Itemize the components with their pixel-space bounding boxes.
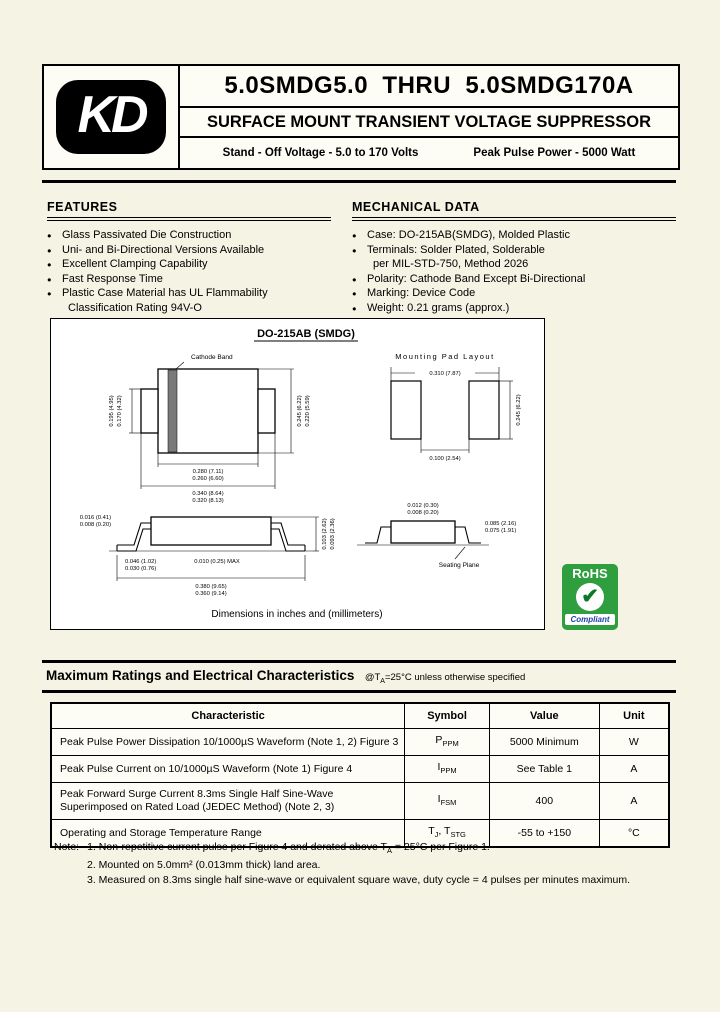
list-item: [352, 228, 676, 243]
list-item: [47, 228, 331, 243]
col-header-characteristic: Characteristic: [51, 703, 405, 729]
cell-characteristic: Peak Pulse Power Dissipation 10/1000µS Waveform (Note 1, 2) Figure 3: [51, 729, 405, 756]
dim-label: 0.016 (0.41): [79, 515, 111, 521]
dim-label: 0.360 (9.14): [195, 591, 227, 597]
header-divider: [42, 180, 676, 183]
bullet-icon: ●: [352, 245, 357, 255]
condition-text: =25°C unless otherwise specified: [384, 672, 526, 683]
list-item-text: Terminals: Solder Plated, Solderable: [367, 243, 545, 256]
dim-label: 0.380 (9.65): [195, 584, 227, 590]
dim-label: 0.093 (2.36): [330, 518, 336, 550]
features-section: [47, 200, 331, 316]
features-list: [47, 228, 331, 316]
list-item: [47, 272, 331, 287]
list-item: [352, 272, 676, 287]
ratings-table: [50, 702, 670, 848]
cathode-band: [168, 370, 177, 452]
standoff-voltage: Stand - Off Voltage - 5.0 to 170 Volts: [222, 147, 419, 159]
dim-label: 0.245 (6.22): [516, 394, 522, 426]
left-gullwing-lead: [117, 523, 151, 551]
mounting-pad-layout-label: Mounting Pad Layout: [395, 352, 495, 361]
part-number-title: 5.0SMDG5.0 THRU 5.0SMDG170A: [180, 66, 678, 108]
dim-label: 0.010 (0.25) MAX: [194, 559, 240, 565]
symbol-base: I: [437, 793, 441, 806]
cell-value: -55 to +150: [489, 820, 599, 848]
kd-logo-text: KD: [77, 86, 145, 144]
symbol-base: I: [437, 761, 441, 774]
dim-label: 0.280 (7.11): [192, 469, 224, 475]
peak-pulse-power: Peak Pulse Power - 5000 Watt: [473, 147, 636, 159]
dim-label: 0.220 (5.59): [305, 395, 311, 427]
cell-value: 5000 Minimum: [489, 729, 599, 756]
dim-label: 0.075 (1.91): [485, 528, 517, 534]
right-terminal: [258, 389, 275, 433]
mounting-pad: [469, 381, 499, 439]
dim-label: 0.310 (7.87): [429, 371, 461, 377]
list-item: [352, 243, 676, 258]
mechanical-data-section: [352, 200, 676, 316]
symbol-base: , T: [438, 825, 451, 838]
header: [42, 64, 680, 170]
list-item-text: Plastic Case Material has UL Flammability: [62, 287, 268, 300]
symbol-subscript: FSM: [440, 798, 457, 808]
side-view: [109, 517, 313, 551]
note-line: 2. Mounted on 5.0mm² (0.013mm thick) land area.: [87, 859, 321, 872]
rohs-check-area: [562, 581, 618, 613]
list-item-text: Case: DO-215AB(SMDG), Molded Plastic: [367, 229, 570, 241]
mounting-pad: [391, 381, 421, 439]
end-view-body: [391, 521, 455, 543]
symbol-subscript: STG: [450, 830, 466, 840]
list-item-text: Polarity: Cathode Band Except Bi-Directional: [367, 272, 586, 285]
mounting-pad-layout: [391, 352, 522, 462]
cell-unit: A: [599, 783, 669, 820]
dim-label: 0.085 (2.16): [485, 521, 517, 527]
list-item: [47, 243, 331, 258]
table-row: [51, 783, 669, 820]
bullet-icon: ●: [47, 245, 52, 255]
cell-symbol: [405, 729, 490, 756]
list-item-continuation: Classification Rating 94V-O: [68, 301, 202, 314]
dim-label: 0.046 (1.02): [125, 559, 157, 565]
list-item: [47, 286, 331, 301]
rohs-badge: [562, 564, 618, 630]
right-gullwing-lead: [271, 523, 305, 551]
checkmark-icon: ✔: [576, 583, 604, 611]
dim-label: 0.340 (8.64): [192, 491, 224, 497]
col-header-value: Value: [489, 703, 599, 729]
list-item-text: Glass Passivated Die Construction: [62, 229, 232, 241]
notes-section: [54, 840, 674, 888]
dim-label: 0.195 (4.95): [109, 395, 115, 427]
bullet-icon: ●: [352, 303, 357, 313]
end-view-right-lead: [455, 527, 481, 543]
rohs-title: RoHS: [572, 566, 608, 581]
ratings-condition: [365, 672, 525, 683]
bullet-icon: ●: [47, 260, 52, 270]
bullet-icon: ●: [47, 231, 52, 240]
cell-unit: W: [599, 729, 669, 756]
package-drawing-box: [50, 318, 545, 630]
symbol-subscript: PPM: [440, 766, 457, 776]
symbol-base: T: [428, 825, 435, 838]
ratings-heading: Maximum Ratings and Electrical Characteristics: [46, 668, 355, 683]
dim-label: 0.103 (2.62): [322, 518, 328, 550]
cell-symbol: [405, 783, 490, 820]
condition-text: @T: [364, 672, 381, 683]
ratings-heading-bar: [42, 660, 676, 693]
dim-label: 0.170 (4.32): [117, 395, 123, 427]
note-label: Note:: [54, 841, 80, 853]
front-view: [141, 354, 275, 453]
list-item: [352, 286, 676, 301]
condition-subscript: A: [380, 677, 385, 685]
col-header-unit: Unit: [599, 703, 669, 729]
table-row: [51, 729, 669, 756]
note-text: 1. Non-repetitive current pulse per Figure 4 and derated above T: [87, 841, 387, 853]
note-line: 3. Measured on 8.3ms single half sine-wave or equivalent square wave, duty cycle = 4 pulses per minutes maximum.: [87, 874, 631, 887]
symbol-base: P: [435, 734, 443, 746]
dim-label: 0.100 (2.54): [429, 456, 461, 462]
bullet-icon: ●: [352, 274, 357, 284]
dim-label: 0.008 (0.20): [79, 522, 111, 528]
cell-value: 400: [489, 783, 599, 820]
symbol-subscript: J: [434, 830, 439, 840]
cell-characteristic: Operating and Storage Temperature Range: [51, 820, 405, 848]
bullet-icon: ●: [47, 274, 52, 284]
dim-label: 0.030 (0.76): [125, 566, 157, 572]
list-item: [47, 257, 331, 272]
subtitle: SURFACE MOUNT TRANSIENT VOLTAGE SUPPRESSOR: [180, 108, 678, 138]
mechanical-data-list: [352, 228, 676, 316]
bullet-icon: ●: [352, 289, 357, 299]
list-item-text: Fast Response Time: [62, 272, 163, 285]
list-item-text: Marking: Device Code: [367, 287, 476, 300]
cell-unit: A: [599, 756, 669, 783]
features-heading: FEATURES: [47, 200, 331, 218]
note-line: [54, 840, 674, 858]
note-subscript: A: [386, 846, 392, 856]
end-view: [357, 503, 516, 569]
dim-label: 0.008 (0.20): [407, 510, 439, 516]
table-header-row: [51, 703, 669, 729]
left-terminal: [141, 389, 158, 433]
symbol-subscript: PPM: [442, 739, 459, 749]
side-view-body: [151, 517, 271, 545]
mechanical-data-heading: MECHANICAL DATA: [352, 200, 676, 218]
kd-logo: [56, 80, 166, 154]
cell-characteristic: Peak Forward Surge Current 8.3ms Single Half Sine-Wave Superimposed on Rated Load (JEDEC Method) (Note 2, 3): [51, 783, 405, 820]
dimensions-caption: Dimensions in inches and (millimeters): [211, 609, 383, 620]
list-item-continuation: per MIL-STD-750, Method 2026: [373, 258, 529, 271]
diagram-title: DO-215AB (SMDG): [257, 328, 355, 340]
col-header-symbol: Symbol: [405, 703, 490, 729]
end-view-left-lead: [365, 527, 391, 543]
list-item-text: Uni- and Bi-Directional Versions Available: [62, 243, 265, 256]
list-item-text: Excellent Clamping Capability: [62, 258, 208, 271]
note-text: = 25°C per Figure 1.: [391, 841, 490, 853]
dim-label: 0.260 (6.60): [192, 476, 224, 482]
cell-characteristic: Peak Pulse Current on 10/1000µS Waveform (Note 1) Figure 4: [51, 756, 405, 783]
dim-label: 0.245 (6.22): [297, 395, 303, 427]
rohs-compliant-label: Compliant: [565, 614, 615, 625]
cell-value: See Table 1: [489, 756, 599, 783]
package-diagram: [51, 319, 542, 627]
dim-label: 0.012 (0.30): [407, 503, 439, 509]
cell-unit: °C: [599, 820, 669, 848]
bullet-icon: ●: [352, 231, 357, 240]
dim-label: 0.320 (8.13): [192, 498, 224, 504]
logo-column: [44, 66, 180, 168]
header-text: [180, 66, 678, 168]
table-row: [51, 756, 669, 783]
bullet-icon: ●: [47, 289, 52, 299]
list-item-text: Weight: 0.21 grams (approx.): [367, 301, 510, 314]
cathode-band-label: Cathode Band: [191, 354, 233, 361]
list-item: [352, 301, 676, 316]
cell-symbol: [405, 756, 490, 783]
ratings-summary-row: [180, 138, 678, 168]
seating-plane-label: Seating Plane: [438, 562, 480, 569]
